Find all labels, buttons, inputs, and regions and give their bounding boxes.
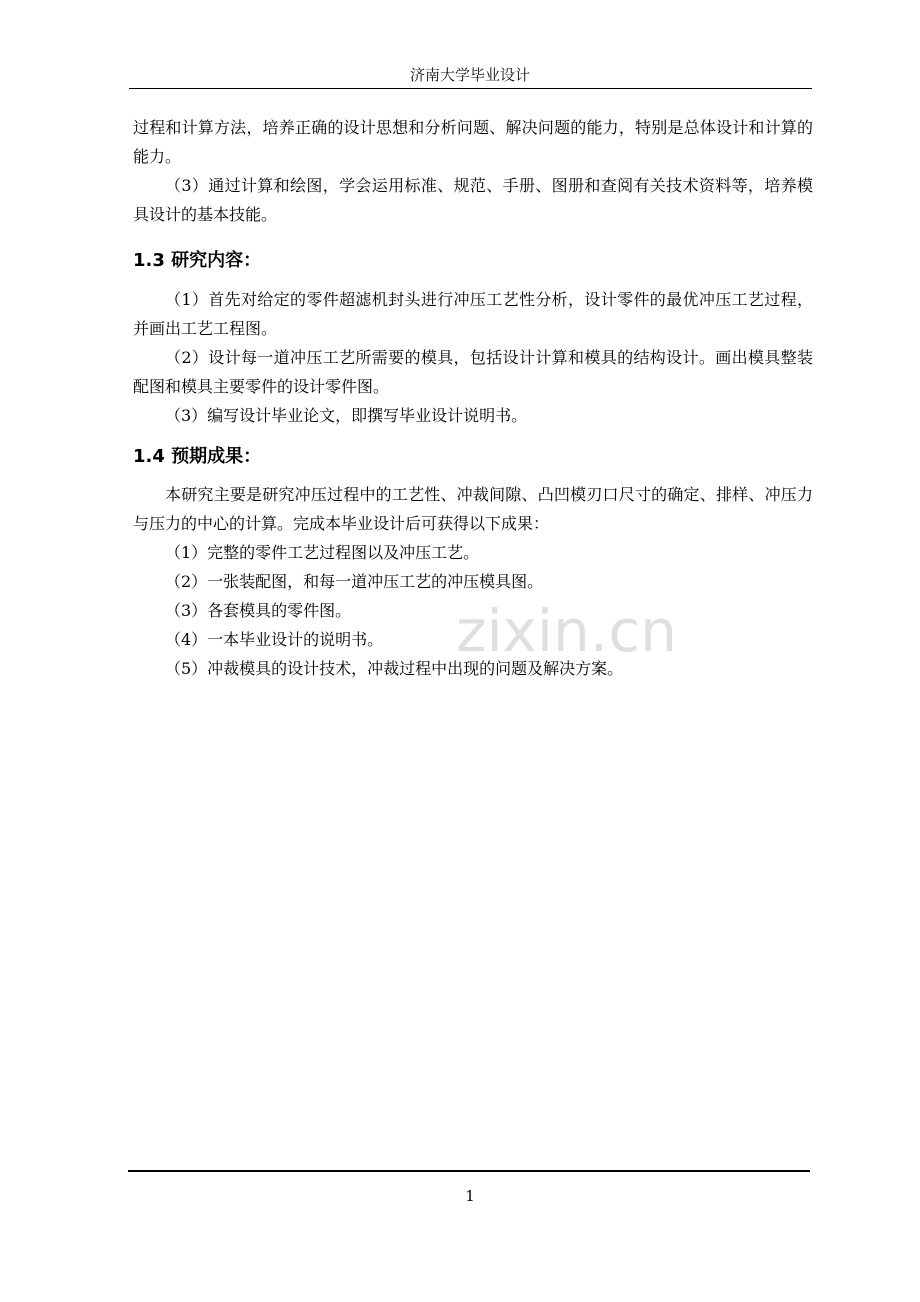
page-number: 1 xyxy=(465,1187,475,1205)
research-item-2: （2）设计每一道冲压工艺所需要的模具，包括设计计算和模具的结构设计。画出模具整装配图和模具主要零件的设计零件图。 xyxy=(133,348,813,396)
page-header-title: 济南大学毕业设计 xyxy=(409,66,530,84)
result-item-5: （5）冲裁模具的设计技术，冲裁过程中出现的问题及解决方案。 xyxy=(165,659,624,678)
section-1-4-heading: 1.4 预期成果： xyxy=(133,446,262,467)
result-item-3: （3）各套模具的零件图。 xyxy=(165,601,352,620)
result-item-4: （4）一本毕业设计的说明书。 xyxy=(165,630,384,649)
intro-item-3: （3）通过计算和绘图，学会运用标准、规范、手册、图册和查阅有关技术资料等，培养模具设计的基本技能。 xyxy=(133,176,813,224)
footer-divider xyxy=(128,1170,810,1172)
expected-results-paragraph: 本研究主要是研究冲压过程中的工艺性、冲裁间隙、凸凹模刃口尺寸的确定、排样、冲压力与压力的中心的计算。完成本毕业设计后可获得以下成果： xyxy=(133,485,813,533)
svg-text:zixin.cn: zixin.cn xyxy=(456,597,677,665)
section-1-3-heading: 1.3 研究内容： xyxy=(133,250,262,271)
intro-continuation-paragraph: 过程和计算方法，培养正确的设计思想和分析问题、解决问题的能力，特别是总体设计和计算的能力。 xyxy=(133,118,813,166)
result-item-1: （1）完整的零件工艺过程图以及冲压工艺。 xyxy=(165,543,480,562)
result-item-2: （2）一张装配图，和每一道冲压工艺的冲压模具图。 xyxy=(165,572,544,591)
research-item-1: （1）首先对给定的零件超滤机封头进行冲压工艺性分析，设计零件的最优冲压工艺过程，并画出工艺工程图。 xyxy=(133,290,813,338)
header-divider xyxy=(129,88,812,89)
research-item-3: （3）编写设计毕业论文，即撰写毕业设计说明书。 xyxy=(165,406,528,425)
document-body xyxy=(133,113,813,683)
